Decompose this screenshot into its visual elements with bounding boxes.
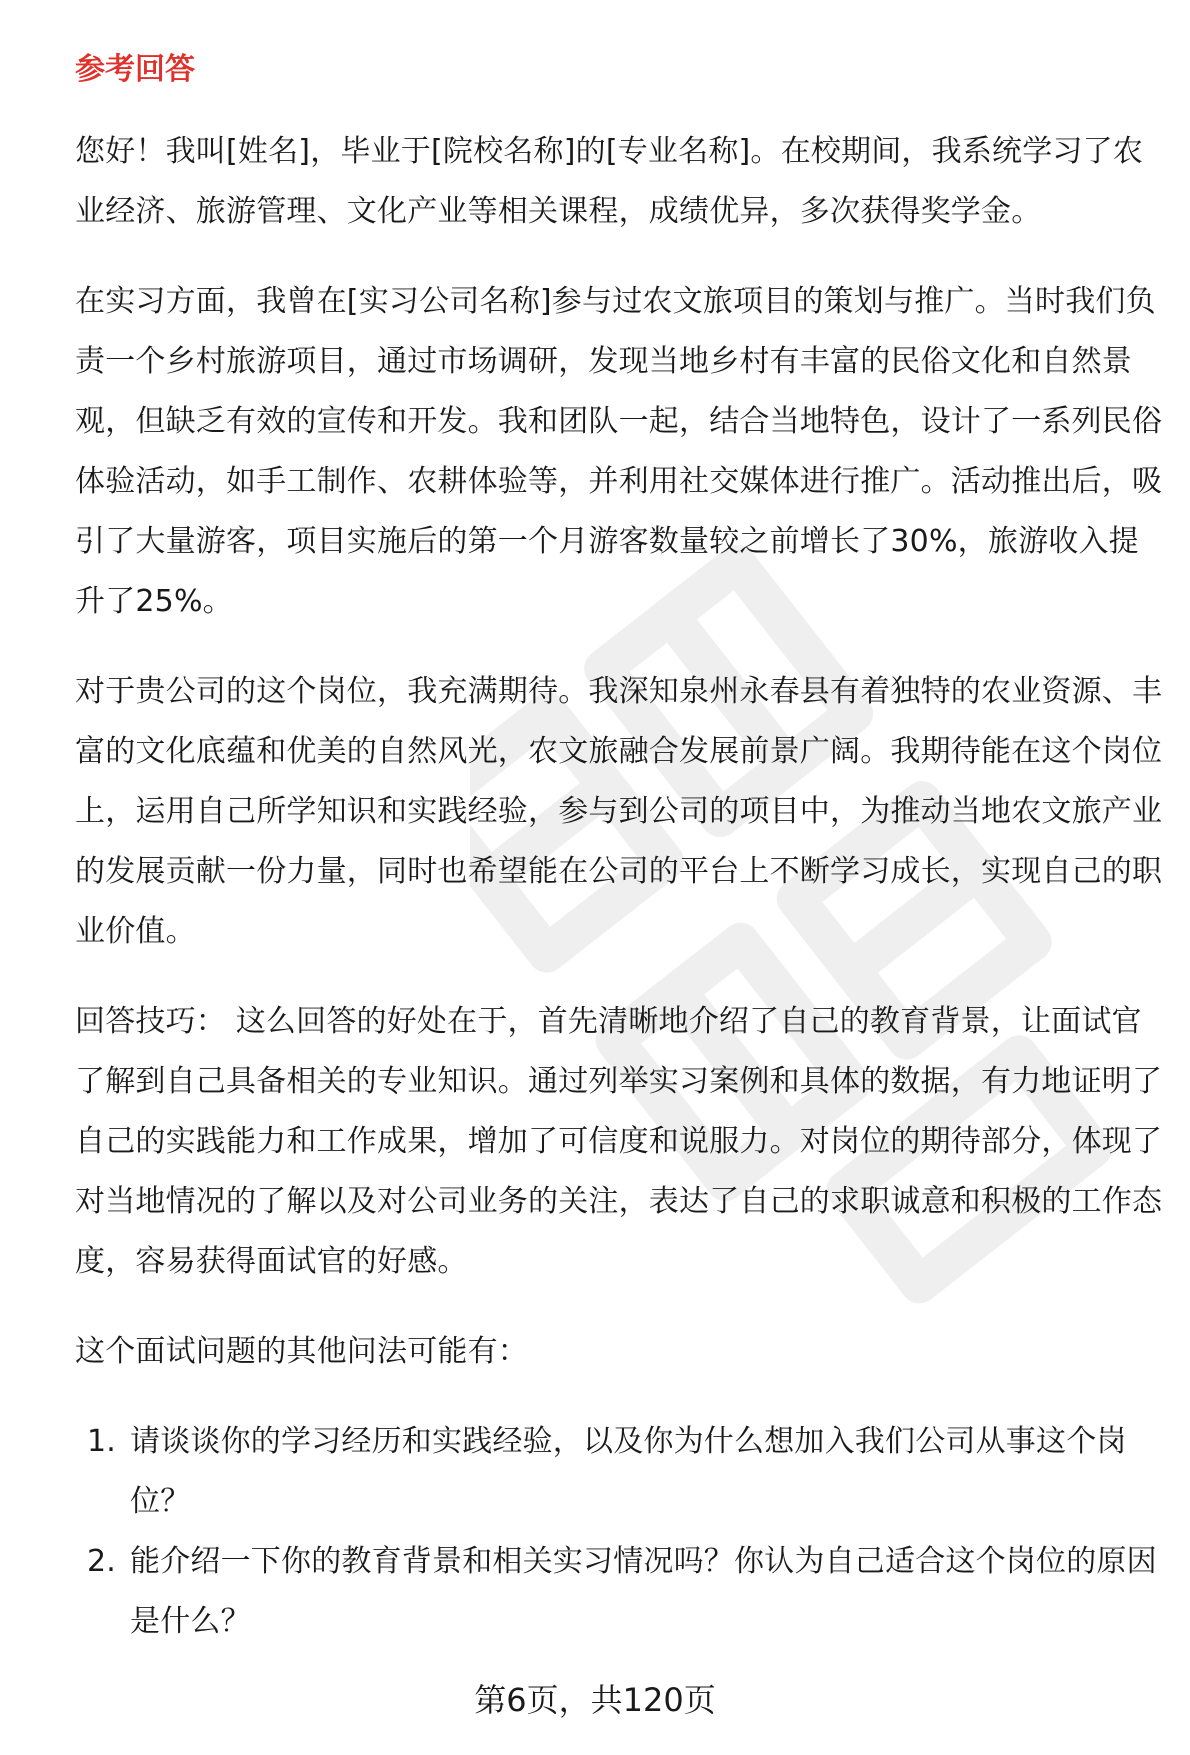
paragraph-expectation: 对于贵公司的这个岗位，我充满期待。我深知泉州永春县有着独特的农业资源、丰富的文化底蕴和优美的自然风光，农文旅融合发展前景广阔。我期待能在这个岗位上，运用自己所学知识和实践经验，参与到公司的项目中，为推动当地农文旅产业的发展贡献一份力量，同时也希望能在公司的平台上不断学习成长，实现自己的职业价值。 [75, 674, 1163, 949]
paragraph-answer-tips: 回答技巧： 这么回答的好处在于，首先清晰地介绍了自己的教育背景，让面试官了解到自己具备相关的专业知识。通过列举实习案例和具体的数据，有力地证明了自己的实践能力和工作成果，增加了可信度和说服力。对岗位的期待部分，体现了对当地情况的了解以及对公司业务的关注，表达了自己的求职诚意和积极的工作态度，容易获得面试官的好感。 [75, 1004, 1163, 1279]
list-item [75, 1532, 1165, 1652]
paragraph-internship: 在实习方面，我曾在[实习公司名称]参与过农文旅项目的策划与推广。当时我们负责一个乡村旅游项目，通过市场调研，发现当地乡村有丰富的民俗文化和自然景观，但缺乏有效的宣传和开发。我和团队一起，结合当地特色，设计了一系列民俗体验活动，如手工制作、农耕体验等，并利用社交媒体进行推广。活动推出后，吸引了大量游客，项目实施后的第一个月游客数量较之前增长了30%，旅游收入提升了25%。 [75, 284, 1163, 619]
list-item [75, 1412, 1165, 1532]
list-item-text: 能介绍一下你的教育背景和相关实习情况吗？你认为自己适合这个岗位的原因是什么？ [130, 1544, 1157, 1639]
section-heading: 参考回答 [75, 52, 195, 87]
document-content [75, 48, 1165, 1652]
list-item-text: 请谈谈你的学习经历和实践经验，以及你为什么想加入我们公司从事这个岗位？ [130, 1424, 1127, 1519]
list-item-number: 1. [87, 1424, 117, 1459]
paragraph-other-questions-intro: 这个面试问题的其他问法可能有： [75, 1334, 528, 1369]
alternative-questions-list [75, 1412, 1165, 1652]
paragraph-introduction: 您好！我叫[姓名]，毕业于[院校名称]的[专业名称]。在校期间，我系统学习了农业经济、旅游管理、文化产业等相关课程，成绩优异，多次获得奖学金。 [75, 134, 1144, 229]
page-number-footer: 第6页，共120页 [474, 1681, 716, 1719]
list-item-number: 2. [87, 1544, 117, 1579]
